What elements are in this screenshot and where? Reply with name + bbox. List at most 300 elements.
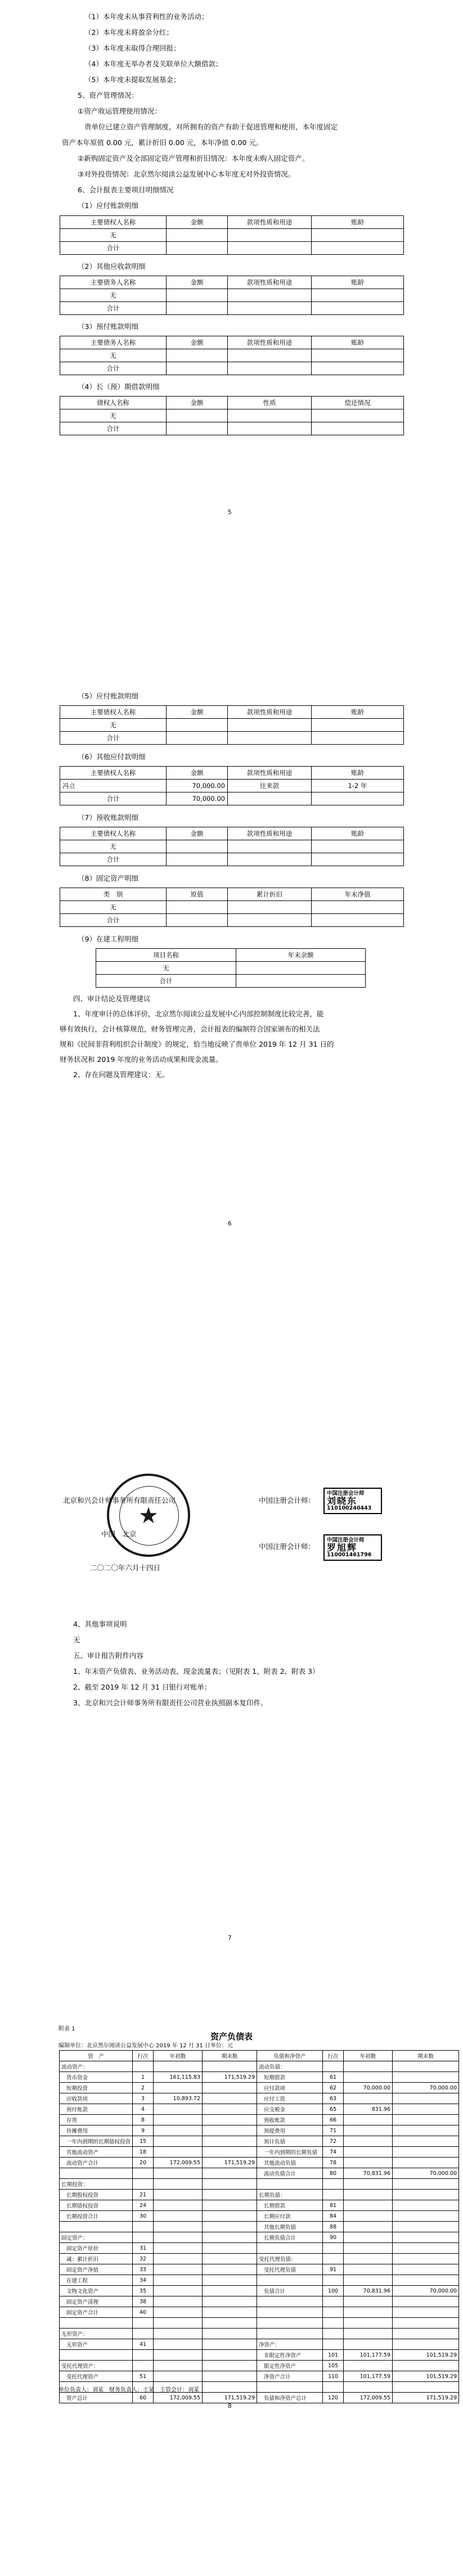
table-cell: 70,831.96: [344, 2168, 393, 2179]
section-heading: （5）应付账款明细: [78, 692, 138, 700]
table-cell: 无: [60, 409, 167, 422]
balance-sheet-row: [60, 2147, 459, 2158]
table-cell: [344, 2361, 393, 2371]
table-cell: [203, 2296, 257, 2307]
table-header: 金额: [167, 706, 228, 719]
table-cell: [133, 2361, 154, 2371]
table-cell: 8: [133, 2115, 154, 2125]
table-header: 性质: [228, 397, 312, 409]
table-cell: 净资产：: [257, 2339, 323, 2350]
section-heading: 4、其他事项说明: [73, 1620, 127, 1628]
balance-sheet-row: [60, 2350, 459, 2361]
table-cell: 100: [323, 2286, 344, 2296]
payables-table: [60, 215, 404, 255]
table-cell: [344, 2339, 393, 2350]
table-header: 行次: [323, 2051, 344, 2061]
table-cell: [393, 2264, 459, 2275]
table-cell: [133, 2232, 154, 2243]
table-cell: 长期应付款: [257, 2211, 323, 2222]
table-cell: [203, 2243, 257, 2254]
advance-receipts-table: [60, 827, 404, 866]
table-cell: 21: [133, 2190, 154, 2200]
table-cell: [393, 2200, 459, 2211]
table-header: 年初数: [344, 2051, 393, 2061]
table-cell: [393, 2093, 459, 2104]
table-cell: 一年内到期的长期债权投资: [60, 2136, 133, 2147]
table-cell: 101,519.29: [393, 2350, 459, 2361]
table-cell: [203, 2061, 257, 2072]
table-cell: [154, 2307, 203, 2318]
table-cell: 34: [133, 2275, 154, 2286]
table-cell: [154, 2350, 203, 2361]
table-cell: [393, 2254, 459, 2264]
table-cell: [323, 2382, 344, 2393]
table-cell: [344, 2307, 393, 2318]
table-total: 合计: [96, 975, 236, 988]
table-header: 金额: [167, 336, 228, 349]
table-cell: 流动负债：: [257, 2061, 323, 2072]
table-cell: [257, 2275, 323, 2286]
table-cell: [154, 2136, 203, 2147]
table-cell: 固定资产清理: [60, 2296, 133, 2307]
table-cell: [323, 2254, 344, 2264]
table-header: 金额: [167, 216, 228, 229]
table-cell: [154, 2371, 203, 2382]
balance-sheet-row: [60, 2275, 459, 2286]
table-cell: [154, 2147, 203, 2158]
text-line: 财务状况和 2019 年度的业务活动成果和现金流量。: [60, 1055, 223, 1064]
table-cell: 其他流动负债: [257, 2158, 323, 2168]
balance-sheet-row: [60, 2329, 459, 2339]
cpa-seal-2: [323, 1534, 382, 1561]
table-header: 主要债务人名称: [60, 276, 167, 289]
star-icon: ★: [138, 1503, 159, 1529]
table-cell: [393, 2072, 459, 2083]
table-cell: 冯立: [60, 780, 167, 792]
table-cell: [203, 2190, 257, 2200]
table-cell: [393, 2158, 459, 2168]
table-cell: 长期投资合计: [60, 2211, 133, 2222]
table-cell: [393, 2296, 459, 2307]
page-number: 7: [228, 1935, 232, 1942]
text-line: 无: [73, 1636, 80, 1644]
balance-sheet-row: [60, 2125, 459, 2136]
table-cell: [203, 2083, 257, 2093]
table-cell: [393, 2147, 459, 2158]
fixed-assets-table: [60, 888, 404, 927]
table-header: 款项性质和用途: [228, 336, 312, 349]
text-line: 1、年末资产负债表、业务活动表、现金流量表；（见附表 1、附表 2、附表 3）: [73, 1667, 320, 1676]
table-cell: 资产总计: [60, 2393, 133, 2403]
table-cell: [203, 2232, 257, 2243]
table-cell: [323, 2307, 344, 2318]
table-cell: [203, 2254, 257, 2264]
table-header: 主要债权人名称: [60, 767, 167, 780]
table-cell: 应付工资: [257, 2093, 323, 2104]
table-header: 主要债权人名称: [60, 216, 167, 229]
page-number: 6: [228, 1221, 232, 1227]
table-cell: 一年内到期的长期负债: [257, 2147, 323, 2158]
table-cell: 110: [323, 2371, 344, 2382]
table-cell: 应付款项: [257, 2083, 323, 2093]
table-cell: 101,177.59: [344, 2371, 393, 2382]
table-header: 款项性质和用途: [228, 767, 312, 780]
table-cell: [154, 2275, 203, 2286]
table-cell: [393, 2115, 459, 2125]
table-cell: [393, 2275, 459, 2286]
page-5: [0, 0, 463, 607]
table-cell: [344, 2264, 393, 2275]
table-cell: 文物文化资产: [60, 2286, 133, 2296]
table-cell: 101,177.59: [344, 2350, 393, 2361]
table-cell: [344, 2061, 393, 2072]
table-header: 类 别: [60, 888, 167, 901]
text-line: （3）本年度未取得合理回报；: [84, 44, 181, 52]
balance-sheet-row: [60, 2190, 459, 2200]
balance-sheet-meta: 编制单位：北京然尔阅读公益发展中心 2019 年 12 月 31 日单位：元: [59, 2043, 233, 2049]
table-cell: 预付账款: [60, 2104, 133, 2115]
text-line: 够有效执行，会计核算规范，财务管理完善，会计报表的编制符合国家颁布的相关法: [60, 1025, 320, 1033]
table-cell: [154, 2264, 203, 2275]
table-cell: [203, 2339, 257, 2350]
table-cell: [393, 2361, 459, 2371]
table-cell: [133, 2179, 154, 2190]
table-cell: [154, 2061, 203, 2072]
table-cell: 161,115.83: [154, 2072, 203, 2083]
table-header: 金额: [167, 767, 228, 780]
table-cell: 171,519.29: [203, 2072, 257, 2083]
table-header: 账龄: [312, 216, 404, 229]
balance-sheet-row: [60, 2243, 459, 2254]
balance-sheet-row: [60, 2222, 459, 2232]
table-cell: [344, 2222, 393, 2232]
page-7: [0, 1361, 463, 2025]
table-cell: [203, 2286, 257, 2296]
table-cell: [323, 2275, 344, 2286]
table-cell: [60, 2222, 133, 2232]
table-cell: [154, 2296, 203, 2307]
table-header: 金额: [167, 397, 228, 409]
table-cell: [344, 2115, 393, 2125]
table-total: 合计: [60, 302, 167, 315]
table-cell: [344, 2232, 393, 2243]
table-cell: 应交税金: [257, 2104, 323, 2115]
report-date: 二〇二〇年六月十四日: [90, 1564, 161, 1572]
balance-sheet-row: [60, 2232, 459, 2243]
table-cell: 120: [323, 2393, 344, 2403]
table-cell: 无: [60, 901, 167, 914]
balance-sheet-row: [60, 2254, 459, 2264]
table-cell: 63: [323, 2093, 344, 2104]
table-cell: [133, 2329, 154, 2339]
table-cell: [203, 2104, 257, 2115]
section-heading: 四、审计结论及管理建议: [73, 994, 151, 1003]
balance-sheet-row: [60, 2296, 459, 2307]
table-cell: [257, 2318, 323, 2329]
table-cell: 101: [323, 2350, 344, 2361]
table-cell: [154, 2115, 203, 2125]
table-cell: 无: [60, 840, 167, 853]
table-cell: 无: [60, 349, 167, 362]
table-cell: [133, 2168, 154, 2179]
table-cell: 应收款项: [60, 2093, 133, 2104]
table-cell: 4: [133, 2104, 154, 2115]
table-cell: 非限定性净资产: [257, 2350, 323, 2361]
seal-name: 刘晓东: [327, 1496, 358, 1506]
table-cell: 70,000.00: [393, 2168, 459, 2179]
table-cell: [203, 2275, 257, 2286]
balance-sheet-row: [60, 2339, 459, 2350]
table-cell: 长期投资：: [60, 2179, 133, 2190]
table-cell: [393, 2307, 459, 2318]
table-cell: [133, 2222, 154, 2232]
table-cell: [203, 2329, 257, 2339]
table-cell: [393, 2382, 459, 2393]
table-cell: 待摊费用: [60, 2125, 133, 2136]
balance-sheet-row: [60, 2104, 459, 2115]
table-cell: 长期股权投资: [60, 2190, 133, 2200]
table-cell: [133, 2350, 154, 2361]
table-cell: [154, 2211, 203, 2222]
table-cell: 其他流动资产: [60, 2147, 133, 2158]
table-cell: 净资产合计: [257, 2371, 323, 2382]
table-header: 年末余额: [236, 949, 366, 962]
table-cell: [344, 2125, 393, 2136]
text-line: ②新购固定资产及全部固定资产管理和折旧情况：本年度未购入固定资产。: [78, 154, 309, 163]
table-cell: 在建工程: [60, 2275, 133, 2286]
table-cell: [344, 2275, 393, 2286]
table-header: 账龄: [312, 767, 404, 780]
table-cell: [323, 2339, 344, 2350]
table-total: 合计: [60, 914, 167, 927]
table-header: 金额: [167, 276, 228, 289]
table-cell: 35: [133, 2286, 154, 2296]
section-heading: （4）长（预）期借款明细: [78, 382, 160, 391]
table-cell: 172,009.55: [154, 2158, 203, 2168]
table-cell: 长期借款: [257, 2200, 323, 2211]
text-line: 资产本年原值 0.00 元，累计折旧 0.00 元，本年净值 0.00 元。: [62, 138, 263, 147]
table-cell: 2: [133, 2083, 154, 2093]
table-cell: 流动负债合计: [257, 2168, 323, 2179]
appendix-label: 附表 1: [59, 2026, 75, 2032]
table-cell: 70,000.00: [393, 2286, 459, 2296]
balance-sheet-footer: 单位负责人：刘某 财务负责人：王某 主管会计：刘某: [59, 2387, 199, 2393]
table-cell: [344, 2072, 393, 2083]
table-cell: 60: [133, 2393, 154, 2403]
table-header: 累计折旧: [228, 888, 312, 901]
table-cell: [344, 2318, 393, 2329]
cpa-seal-1: [323, 1488, 382, 1514]
table-cell: [393, 2211, 459, 2222]
balance-sheet-row: [60, 2158, 459, 2168]
section-heading: （1）应付账款明细: [78, 201, 138, 210]
table-cell: 172,009.55: [154, 2393, 203, 2403]
table-cell: 171,519.29: [203, 2158, 257, 2168]
table-cell: [154, 2179, 203, 2190]
table-cell: 70,831.96: [344, 2286, 393, 2296]
table-cell: [323, 2243, 344, 2254]
table-cell: 831.96: [344, 2104, 393, 2115]
table-cell: 41: [133, 2339, 154, 2350]
table-cell: [60, 2168, 133, 2179]
construction-table: [96, 948, 366, 988]
table-cell: 90: [323, 2232, 344, 2243]
table-cell: 固定资产净值: [60, 2264, 133, 2275]
text-line: （5）本年度未提取发展基金；: [84, 75, 181, 84]
section-heading: （7）预收账款明细: [78, 813, 138, 822]
table-total: 合计: [60, 422, 167, 435]
table-cell: 15: [133, 2136, 154, 2147]
other-receivables-table: [60, 276, 404, 315]
table-cell: 无形资产: [60, 2339, 133, 2350]
balance-sheet-row: [60, 2371, 459, 2382]
text-line: （1）本年度未从事营利性的业务活动；: [84, 12, 209, 21]
table-cell: [323, 2296, 344, 2307]
table-cell: [393, 2232, 459, 2243]
table-header: 账龄: [312, 706, 404, 719]
balance-sheet-row: [60, 2061, 459, 2072]
table-cell: [393, 2104, 459, 2115]
table-cell: 72: [323, 2136, 344, 2147]
table-cell: 70,000.00: [393, 2083, 459, 2093]
table-cell: [203, 2125, 257, 2136]
table-cell: [323, 2179, 344, 2190]
table-cell: [257, 2179, 323, 2190]
table-cell: [344, 2179, 393, 2190]
table-cell: [154, 2125, 203, 2136]
table-cell: 80: [323, 2168, 344, 2179]
table-cell: 38: [133, 2296, 154, 2307]
table-cell: [344, 2329, 393, 2339]
table-header: 债权人名称: [60, 397, 167, 409]
table-cell: [257, 2329, 323, 2339]
table-cell: [344, 2382, 393, 2393]
table-cell: [393, 2136, 459, 2147]
table-cell: [344, 2296, 393, 2307]
section-heading: （2）其他应收款明细: [78, 262, 146, 271]
table-cell: [154, 2361, 203, 2371]
table-cell: [323, 2190, 344, 2200]
text-line: 5、资产管理情况：: [78, 91, 138, 100]
balance-sheet-row: [60, 2211, 459, 2222]
table-cell: 流动资产：: [60, 2061, 133, 2072]
text-line: ③对外投资情况：北京然尔阅读公益发展中心本年度无对外投资情况。: [78, 170, 295, 178]
text-line: 贵单位已建立资产管理制度，对所拥有的资产有助于促进管理和使用，本年度固定: [84, 123, 338, 131]
table-cell: 固定资产合计: [60, 2307, 133, 2318]
table-header: 年末净值: [312, 888, 404, 901]
table-cell: [393, 2329, 459, 2339]
table-cell: 3: [133, 2093, 154, 2104]
table-cell: [154, 2243, 203, 2254]
table-total: 合计: [60, 853, 167, 866]
table-header: 款项性质和用途: [228, 216, 312, 229]
table-cell: 货币资金: [60, 2072, 133, 2083]
table-cell: 预提费用: [257, 2125, 323, 2136]
table-total: 合计: [60, 362, 167, 375]
table-header: 账龄: [312, 276, 404, 289]
table-cell: [154, 2329, 203, 2339]
balance-sheet-row: [60, 2200, 459, 2211]
balance-sheet-row: [60, 2286, 459, 2296]
table-cell: [344, 2254, 393, 2264]
cpa-label: 中国注册会计师：: [259, 1496, 316, 1505]
table-cell: [344, 2243, 393, 2254]
table-cell: [203, 2115, 257, 2125]
balance-sheet-row: [60, 2093, 459, 2104]
table-cell: 限定性净资产: [257, 2361, 323, 2371]
table-cell: [203, 2093, 257, 2104]
balance-sheet-row: [60, 2136, 459, 2147]
table-cell: [344, 2093, 393, 2104]
table-cell: 存货: [60, 2115, 133, 2125]
table-cell: [133, 2318, 154, 2329]
loans-table: [60, 396, 404, 435]
table-cell: 18: [133, 2147, 154, 2158]
table-cell: 172,009.55: [344, 2393, 393, 2403]
balance-sheet-row: [60, 2168, 459, 2179]
table-cell: 20: [133, 2158, 154, 2168]
table-cell: [154, 2318, 203, 2329]
table-cell: [203, 2371, 257, 2382]
table-cell: [393, 2222, 459, 2232]
table-cell: [203, 2318, 257, 2329]
section-heading: （9）在建工程明细: [78, 935, 138, 943]
table-total: 合计: [60, 732, 167, 745]
table-cell: 61: [323, 2072, 344, 2083]
table-cell: [154, 2190, 203, 2200]
table-cell: [393, 2339, 459, 2350]
table-cell: [133, 2061, 154, 2072]
table-cell: [323, 2061, 344, 2072]
section-heading: （3）预付账款明细: [78, 322, 138, 331]
table-cell: [154, 2083, 203, 2093]
table-cell: 1: [133, 2072, 154, 2083]
text-line: 6、会计报表主要项目明细情况: [78, 186, 174, 194]
table-cell: [154, 2232, 203, 2243]
table-cell: 171,519.29: [203, 2393, 257, 2403]
table-cell: [393, 2179, 459, 2190]
table-cell: [393, 2125, 459, 2136]
table-header: 负债和净资产: [257, 2051, 323, 2061]
balance-sheet-row: [60, 2393, 459, 2403]
table-cell: 长期债权投资: [60, 2200, 133, 2211]
table-cell: [344, 2190, 393, 2200]
text-line: 2、存在问题及管理建议：无。: [73, 1070, 169, 1079]
table-cell: 91: [323, 2264, 344, 2275]
table-cell: [203, 2136, 257, 2147]
table-cell: 31: [133, 2243, 154, 2254]
seal-title: 中国注册会计师: [327, 1537, 365, 1543]
table-cell: 65: [323, 2104, 344, 2115]
table-header: 款项性质和用途: [228, 276, 312, 289]
table-cell: [203, 2168, 257, 2179]
table-cell: 受托代理资产：: [60, 2361, 133, 2371]
table-cell: 无: [96, 962, 236, 975]
table-cell: [154, 2168, 203, 2179]
table-cell: [323, 2318, 344, 2329]
table-cell: [203, 2179, 257, 2190]
table-cell: 88: [323, 2222, 344, 2232]
table-cell: [323, 2329, 344, 2339]
table-header: 金额: [167, 827, 228, 840]
table-cell: 71: [323, 2125, 344, 2136]
table-cell: 32: [133, 2254, 154, 2264]
table-cell: [203, 2382, 257, 2393]
seal-number: 110100240443: [327, 1505, 372, 1511]
balance-sheet-row: [60, 2083, 459, 2093]
table-header: 账龄: [312, 827, 404, 840]
table-total: 合计: [60, 792, 167, 805]
